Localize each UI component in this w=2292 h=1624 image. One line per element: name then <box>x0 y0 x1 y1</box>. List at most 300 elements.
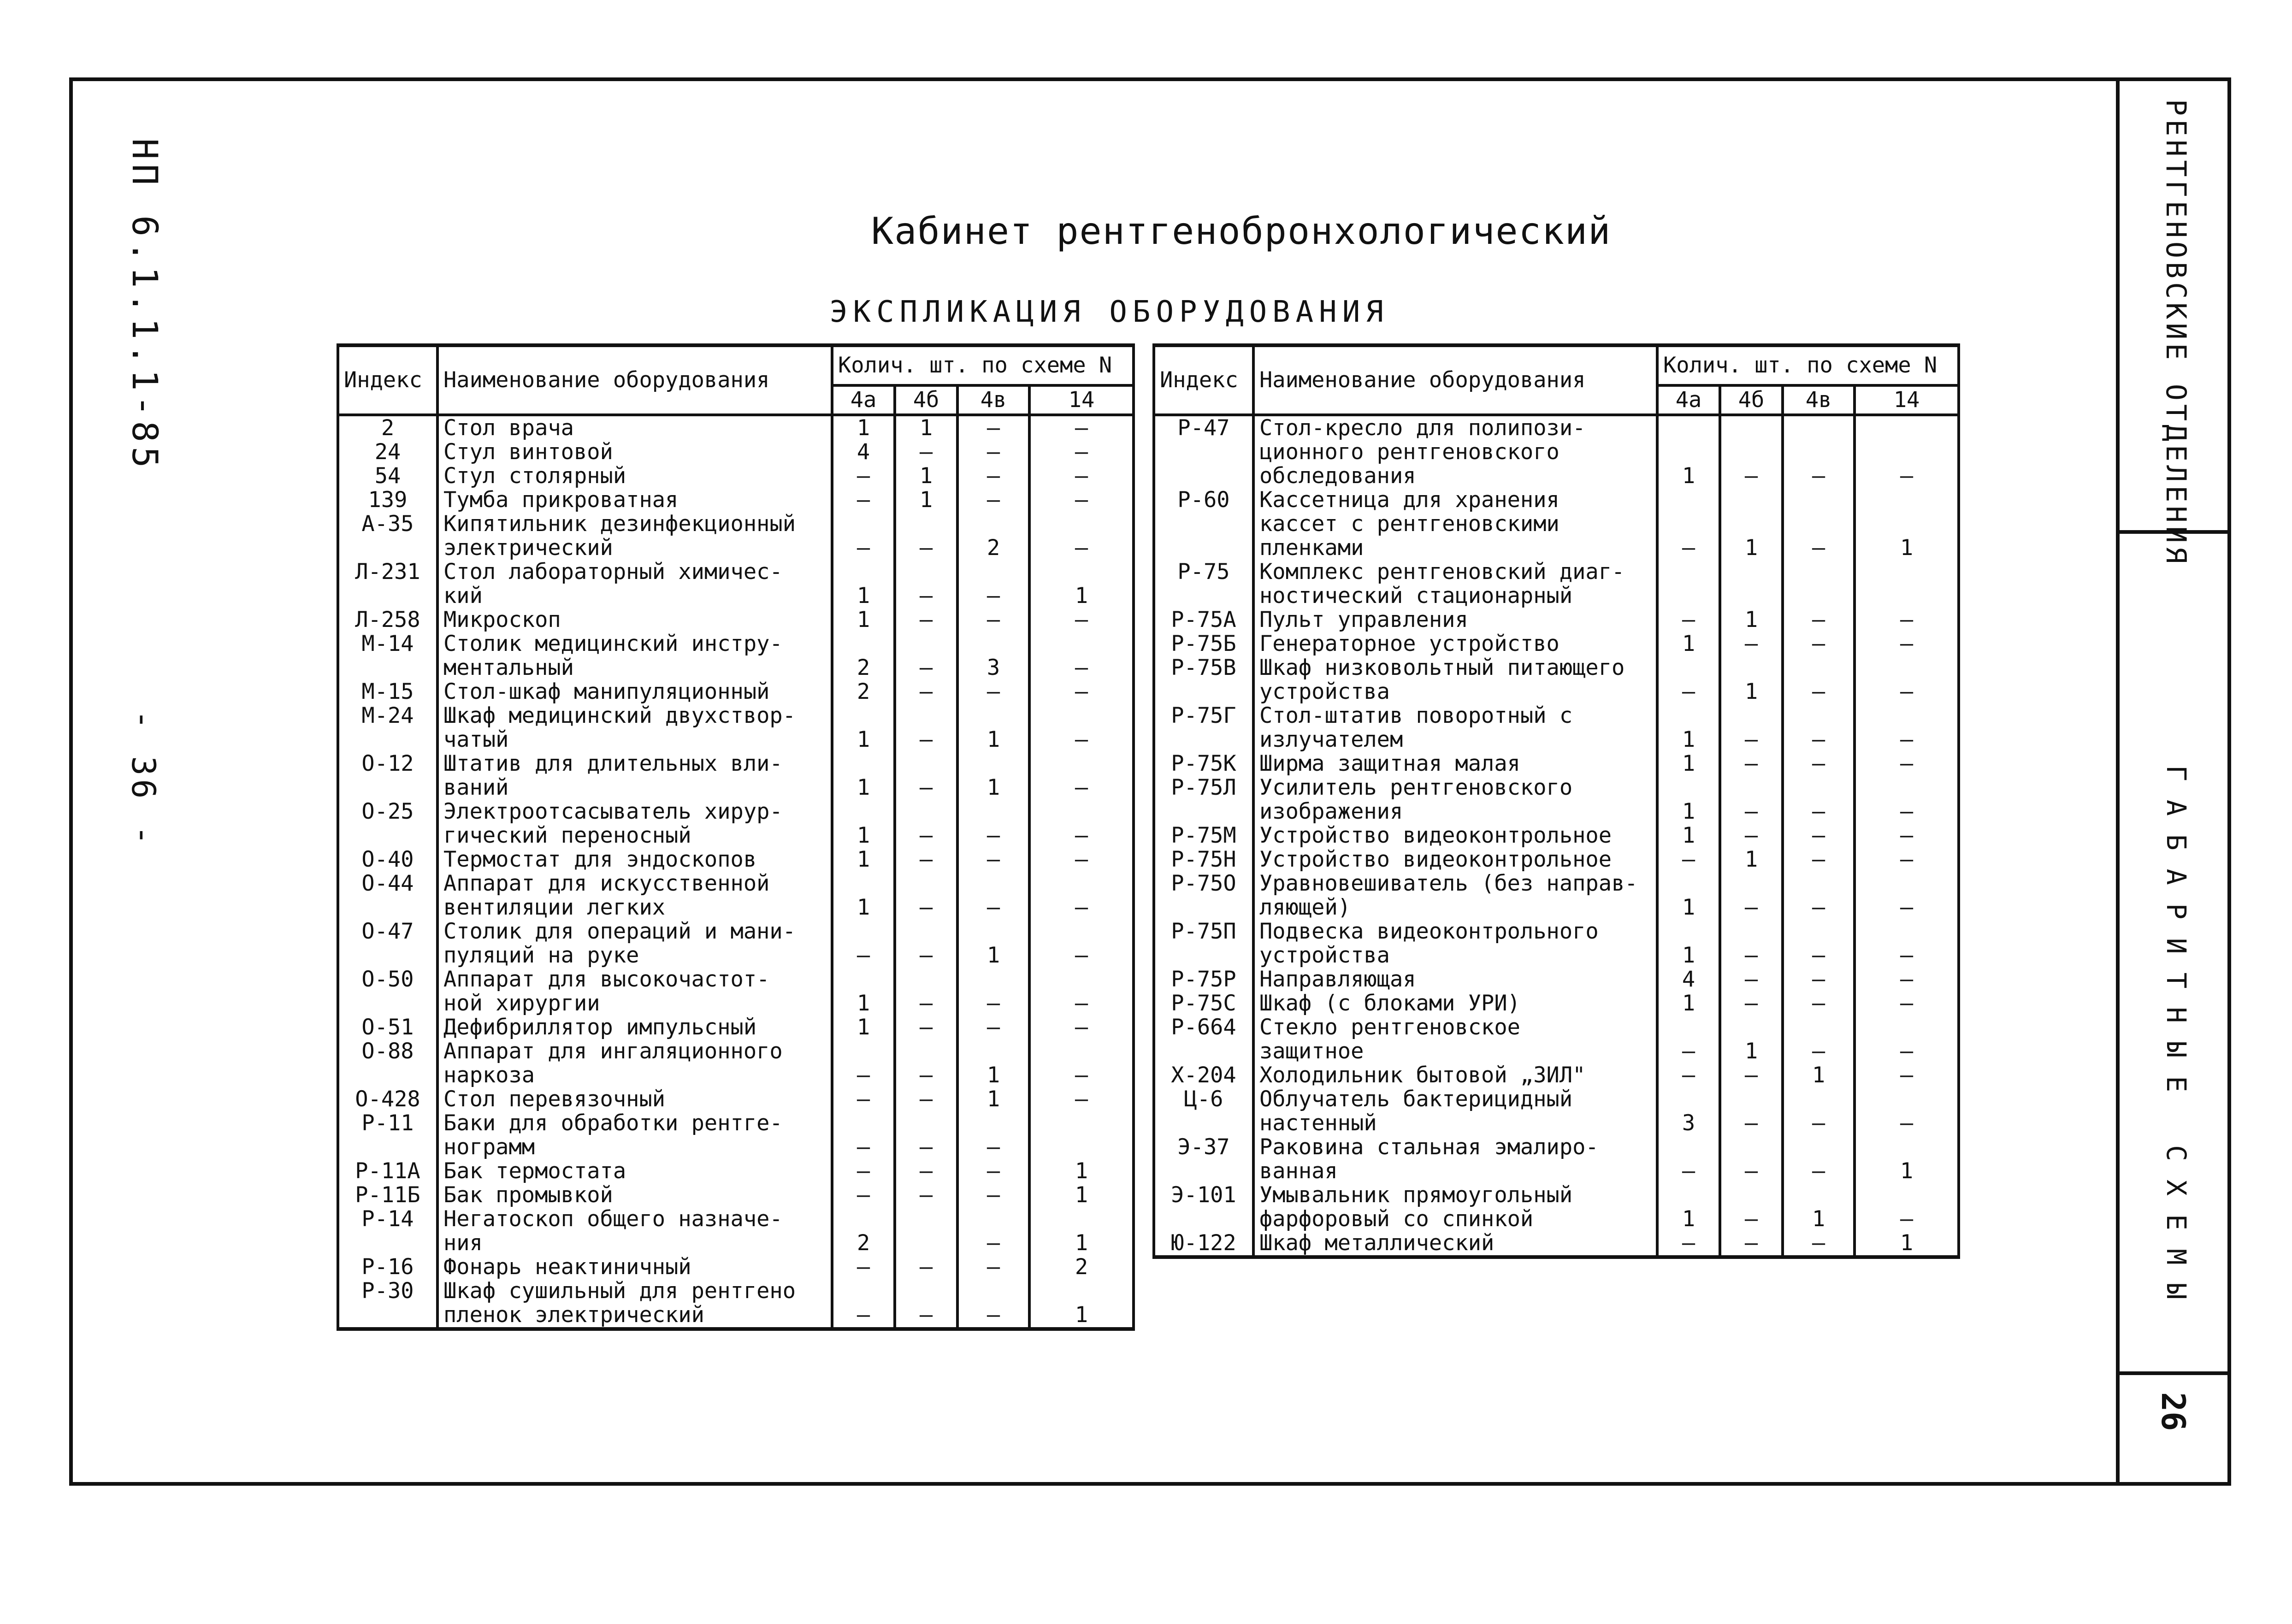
row-qty: — <box>895 1111 957 1159</box>
row-qty: — <box>1029 752 1134 800</box>
row-qty: 1 <box>957 704 1029 752</box>
header-col: 4а <box>1657 385 1720 415</box>
row-qty: — <box>1855 872 1959 920</box>
row-qty: 1 <box>832 872 895 920</box>
row-qty: — <box>957 440 1029 464</box>
row-name: Аппарат для искусственной вентиляции легких <box>437 872 832 920</box>
row-index: Р-75М <box>1154 824 1253 848</box>
row-index: А-35 <box>338 512 437 560</box>
row-qty: — <box>1720 1231 1783 1257</box>
row-qty: — <box>832 920 895 968</box>
row-name: Усилитель рентгеновского изображения <box>1253 776 1657 824</box>
row-qty: — <box>1855 1183 1959 1231</box>
row-qty: 2 <box>832 632 895 680</box>
row-index: 2 <box>338 415 437 440</box>
header-qty: Колич. шт. по схеме N <box>832 345 1134 385</box>
row-qty: — <box>1783 776 1855 824</box>
row-name: Тумба прикроватная <box>437 488 832 512</box>
row-name: Фонарь неактиничный <box>437 1255 832 1279</box>
row-name: Кипятильник дезинфекционный электрический <box>437 512 832 560</box>
row-qty: — <box>895 608 957 632</box>
row-qty: 1 <box>895 488 957 512</box>
row-qty: — <box>895 1087 957 1111</box>
row-qty: 1 <box>1657 824 1720 848</box>
row-qty: — <box>1783 824 1855 848</box>
row-qty: — <box>895 680 957 704</box>
row-name: Генераторное устройство <box>1253 632 1657 656</box>
row-qty: — <box>957 1016 1029 1039</box>
row-qty: 1 <box>957 920 1029 968</box>
row-qty: 2 <box>957 512 1029 560</box>
row-name: Электроотсасыватель хирур- гический переносный <box>437 800 832 848</box>
row-qty: — <box>895 968 957 1016</box>
header-qty: Колич. шт. по схеме N <box>1657 345 1959 385</box>
row-name: Направляющая <box>1253 968 1657 992</box>
row-qty: — <box>957 1159 1029 1183</box>
row-name: Стекло рентгеновское защитное <box>1253 1016 1657 1063</box>
table-row <box>338 488 1134 512</box>
row-qty: — <box>895 1159 957 1183</box>
row-qty: 1 <box>832 848 895 872</box>
row-qty: — <box>832 488 895 512</box>
row-index: О-88 <box>338 1039 437 1087</box>
row-name: Шкаф металлический <box>1253 1231 1657 1257</box>
row-index: О-47 <box>338 920 437 968</box>
row-name: Стол-кресло для полипози- ционного рентгеновского обследования <box>1253 415 1657 488</box>
row-qty: — <box>832 464 895 488</box>
table-row <box>1154 1183 1959 1231</box>
row-qty: — <box>957 1183 1029 1207</box>
row-qty: — <box>895 920 957 968</box>
row-qty: — <box>1855 920 1959 968</box>
row-qty: 1 <box>957 752 1029 800</box>
row-name: Умывальник прямоугольный фарфоровый со спинкой <box>1253 1183 1657 1231</box>
row-qty: — <box>832 1183 895 1207</box>
row-qty: — <box>832 1087 895 1111</box>
row-qty: — <box>1029 704 1134 752</box>
title-block-rule <box>2116 1371 2231 1375</box>
row-qty: — <box>1720 824 1783 848</box>
table-row <box>1154 608 1959 632</box>
row-qty: 1 <box>1029 1279 1134 1329</box>
row-qty: — <box>957 560 1029 608</box>
row-qty: — <box>1720 752 1783 776</box>
row-qty: 1 <box>832 800 895 848</box>
table-row <box>338 968 1134 1016</box>
row-qty: — <box>1855 1087 1959 1135</box>
table-row <box>1154 872 1959 920</box>
row-name: Столик для операций и мани- пуляций на руке <box>437 920 832 968</box>
row-qty: — <box>1855 824 1959 848</box>
row-qty: — <box>895 440 957 464</box>
row-qty: — <box>1720 1063 1783 1087</box>
row-index: Л-258 <box>338 608 437 632</box>
row-qty: — <box>1783 1135 1855 1183</box>
table-row <box>338 1279 1134 1329</box>
row-qty: 1 <box>1855 1231 1959 1257</box>
row-name: Раковина стальная эмалиро- ванная <box>1253 1135 1657 1183</box>
row-qty: — <box>1855 632 1959 656</box>
row-index: М-14 <box>338 632 437 680</box>
row-index: О-428 <box>338 1087 437 1111</box>
row-qty: 1 <box>895 415 957 440</box>
row-qty: — <box>957 1111 1029 1159</box>
row-qty: — <box>1855 968 1959 992</box>
row-name: Столик медицинский инстру- ментальный <box>437 632 832 680</box>
row-qty: — <box>1720 415 1783 488</box>
row-index: Р-11 <box>338 1111 437 1159</box>
row-qty: — <box>957 848 1029 872</box>
row-qty: — <box>895 1279 957 1329</box>
row-qty: — <box>1783 415 1855 488</box>
row-name: Шкаф сушильный для рентгено пленок электрический <box>437 1279 832 1329</box>
row-qty: — <box>1029 1087 1134 1111</box>
row-qty: — <box>1657 1016 1720 1063</box>
row-qty: 1 <box>1720 848 1783 872</box>
row-name: Пульт управления <box>1253 608 1657 632</box>
row-qty: 1 <box>832 608 895 632</box>
row-name: Стол-штатив поворотный с излучателем <box>1253 704 1657 752</box>
row-qty: 1 <box>1657 776 1720 824</box>
row-qty: — <box>1783 848 1855 872</box>
row-index: О-25 <box>338 800 437 848</box>
row-qty: — <box>957 488 1029 512</box>
table-row <box>338 752 1134 800</box>
row-qty: — <box>1029 440 1134 464</box>
row-index: Р-75О <box>1154 872 1253 920</box>
row-qty: 1 <box>1657 704 1720 752</box>
table-row <box>1154 992 1959 1016</box>
row-qty: — <box>1783 1231 1855 1257</box>
row-qty: — <box>1029 1016 1134 1039</box>
row-qty: — <box>832 1159 895 1183</box>
sheet-number: 26 <box>2154 1392 2192 1431</box>
row-index: Р-75Р <box>1154 968 1253 992</box>
row-qty: 1 <box>1720 1016 1783 1063</box>
row-qty: — <box>957 608 1029 632</box>
row-qty: 3 <box>1657 1087 1720 1135</box>
row-index: М-15 <box>338 680 437 704</box>
row-index: Р-75С <box>1154 992 1253 1016</box>
row-qty: — <box>1657 1135 1720 1183</box>
row-qty: — <box>895 1039 957 1087</box>
table-row <box>338 1111 1134 1159</box>
row-index: Р-75А <box>1154 608 1253 632</box>
row-qty: — <box>1783 752 1855 776</box>
table-row <box>1154 1016 1959 1063</box>
table-row <box>338 1039 1134 1087</box>
row-name: Дефибриллятор импульсный <box>437 1016 832 1039</box>
row-qty: — <box>1029 1039 1134 1087</box>
row-qty: — <box>1783 632 1855 656</box>
row-qty: — <box>1855 992 1959 1016</box>
row-qty: — <box>1783 872 1855 920</box>
row-name: Бак промывкой <box>437 1183 832 1207</box>
header-index: Индекс <box>1154 345 1253 415</box>
row-qty: — <box>1783 968 1855 992</box>
row-qty: — <box>957 415 1029 440</box>
row-qty: — <box>1720 1135 1783 1183</box>
row-qty: 1 <box>1657 752 1720 776</box>
row-qty: — <box>957 968 1029 1016</box>
row-qty <box>1657 560 1720 608</box>
row-qty: — <box>1029 680 1134 704</box>
row-name: Аппарат для высокочастот- ной хирургии <box>437 968 832 1016</box>
table-row <box>1154 415 1959 488</box>
row-qty: — <box>1720 704 1783 752</box>
row-qty: — <box>1783 608 1855 632</box>
row-name: Стол перевязочный <box>437 1087 832 1111</box>
row-index: Р-75Н <box>1154 848 1253 872</box>
row-qty: — <box>832 1039 895 1087</box>
row-name: Кассетница для хранения кассет с рентгеновскими пленками <box>1253 488 1657 560</box>
row-qty: — <box>895 560 957 608</box>
row-qty: — <box>1029 968 1134 1016</box>
table-row <box>1154 920 1959 968</box>
row-qty: 1 <box>832 560 895 608</box>
row-qty: 1 <box>1029 1183 1134 1207</box>
row-qty: 1 <box>832 752 895 800</box>
row-qty: — <box>1029 800 1134 848</box>
row-qty: — <box>895 632 957 680</box>
row-name: Устройство видеоконтрольное <box>1253 848 1657 872</box>
row-qty: — <box>895 1183 957 1207</box>
row-qty: — <box>1855 656 1959 704</box>
row-index: Р-664 <box>1154 1016 1253 1063</box>
row-qty: — <box>1029 848 1134 872</box>
table-row <box>338 848 1134 872</box>
row-qty: 2 <box>832 1207 895 1255</box>
table-row <box>338 512 1134 560</box>
row-qty: — <box>1855 704 1959 752</box>
table-caption: ЭКСПЛИКАЦИЯ ОБОРУДОВАНИЯ <box>830 295 1389 329</box>
row-index: О-40 <box>338 848 437 872</box>
row-qty: — <box>957 680 1029 704</box>
row-name: Шкаф медицинский двухствор- чатый <box>437 704 832 752</box>
row-qty: — <box>1657 1063 1720 1087</box>
row-qty: — <box>957 1207 1029 1255</box>
row-qty: — <box>1720 968 1783 992</box>
table-row <box>338 800 1134 848</box>
row-qty: 1 <box>832 415 895 440</box>
header-name: Наименование оборудования <box>437 345 832 415</box>
page-number: - 36 - <box>124 710 162 849</box>
row-index: Р-47 <box>1154 415 1253 488</box>
row-index: Ю-122 <box>1154 1231 1253 1257</box>
row-qty: 1 <box>832 704 895 752</box>
row-qty: — <box>1855 776 1959 824</box>
header-col: 14 <box>1855 385 1959 415</box>
row-qty: — <box>1657 848 1720 872</box>
table-row <box>338 608 1134 632</box>
equipment-table-left <box>337 343 1135 1331</box>
header-col: 4в <box>957 385 1029 415</box>
row-qty: — <box>1720 1087 1783 1135</box>
row-index: 139 <box>338 488 437 512</box>
row-qty: — <box>832 1279 895 1329</box>
table-row <box>338 872 1134 920</box>
table-row <box>1154 968 1959 992</box>
row-qty <box>1855 560 1959 608</box>
row-qty: 1 <box>1783 1183 1855 1231</box>
row-index: Р-75П <box>1154 920 1253 968</box>
row-qty: 1 <box>1720 656 1783 704</box>
row-index: Р-75 <box>1154 560 1253 608</box>
row-name: Термостат для эндоскопов <box>437 848 832 872</box>
row-qty: — <box>1720 920 1783 968</box>
row-qty: — <box>832 1111 895 1159</box>
row-index: Р-75В <box>1154 656 1253 704</box>
table-row <box>1154 1231 1959 1257</box>
row-qty: 1 <box>1855 488 1959 560</box>
row-index: Х-204 <box>1154 1063 1253 1087</box>
row-index: Р-30 <box>338 1279 437 1329</box>
row-index: Э-101 <box>1154 1183 1253 1231</box>
row-name: Шкаф низковольтный питающего устройства <box>1253 656 1657 704</box>
row-qty: — <box>1855 1016 1959 1063</box>
row-index: О-44 <box>338 872 437 920</box>
table-row <box>338 1255 1134 1279</box>
row-name: Подвеска видеоконтрольного устройства <box>1253 920 1657 968</box>
title-block-divider <box>2116 77 2120 1486</box>
row-name: Негатоскоп общего назначе- ния <box>437 1207 832 1255</box>
row-qty: — <box>1029 608 1134 632</box>
row-index: Р-75К <box>1154 752 1253 776</box>
table-row <box>1154 824 1959 848</box>
row-qty: — <box>895 1016 957 1039</box>
table-row <box>338 632 1134 680</box>
row-index: Р-14 <box>338 1207 437 1255</box>
row-index: Р-75Г <box>1154 704 1253 752</box>
table-row <box>1154 1135 1959 1183</box>
table-row <box>1154 752 1959 776</box>
row-qty: — <box>1657 488 1720 560</box>
row-qty: — <box>1855 608 1959 632</box>
row-qty: — <box>895 704 957 752</box>
row-qty <box>1783 560 1855 608</box>
row-qty: — <box>957 800 1029 848</box>
row-name: Устройство видеоконтрольное <box>1253 824 1657 848</box>
row-qty: — <box>1783 1016 1855 1063</box>
row-name: Ширма защитная малая <box>1253 752 1657 776</box>
row-qty: — <box>1029 488 1134 512</box>
table-row <box>1154 1087 1959 1135</box>
row-qty: — <box>1720 776 1783 824</box>
section-title: РЕНТГЕНОВСКИЕ ОТДЕЛЕНИЯ <box>2160 99 2192 567</box>
row-qty: — <box>1783 656 1855 704</box>
row-index: Э-37 <box>1154 1135 1253 1183</box>
row-qty: 1 <box>1783 1063 1855 1087</box>
row-qty: 1 <box>1720 608 1783 632</box>
row-index: Р-75Л <box>1154 776 1253 824</box>
row-index: Ц-6 <box>1154 1087 1253 1135</box>
row-name: Бак термостата <box>437 1159 832 1183</box>
row-qty: 2 <box>1029 1255 1134 1279</box>
row-qty: — <box>1029 512 1134 560</box>
header-col: 4а <box>832 385 895 415</box>
table-row <box>1154 656 1959 704</box>
table-row <box>338 415 1134 440</box>
page-title: Кабинет рентгенобронхологический <box>871 210 1612 253</box>
table-row <box>1154 776 1959 824</box>
row-qty: 1 <box>1720 488 1783 560</box>
row-qty <box>1029 1111 1134 1159</box>
row-index: Р-11Б <box>338 1183 437 1207</box>
row-index: О-50 <box>338 968 437 1016</box>
row-qty: — <box>832 1255 895 1279</box>
table-row <box>338 680 1134 704</box>
row-qty: 1 <box>957 1039 1029 1087</box>
header-col: 4б <box>1720 385 1783 415</box>
row-qty: 1 <box>1657 632 1720 656</box>
row-name: Микроскоп <box>437 608 832 632</box>
row-qty: — <box>1657 608 1720 632</box>
row-qty <box>895 1207 957 1255</box>
row-qty: — <box>957 1279 1029 1329</box>
table-row <box>1154 488 1959 560</box>
row-qty: 1 <box>832 1016 895 1039</box>
row-qty: — <box>832 512 895 560</box>
row-index: Р-75Б <box>1154 632 1253 656</box>
row-qty: 1 <box>957 1087 1029 1111</box>
row-qty: 1 <box>1029 560 1134 608</box>
row-qty: 1 <box>832 968 895 1016</box>
row-qty: — <box>1029 920 1134 968</box>
row-name: Холодильник бытовой „ЗИЛ" <box>1253 1063 1657 1087</box>
header-index: Индекс <box>338 345 437 415</box>
row-qty: — <box>1783 1087 1855 1135</box>
row-qty: — <box>1029 464 1134 488</box>
row-qty: — <box>1720 632 1783 656</box>
table-row <box>338 1087 1134 1111</box>
header-name: Наименование оборудования <box>1253 345 1657 415</box>
row-name: Стул столярный <box>437 464 832 488</box>
row-index: О-51 <box>338 1016 437 1039</box>
row-name: Аппарат для ингаляционного наркоза <box>437 1039 832 1087</box>
row-qty: — <box>895 1255 957 1279</box>
row-qty: — <box>1783 920 1855 968</box>
row-qty: 1 <box>1657 992 1720 1016</box>
row-qty: — <box>1657 1231 1720 1257</box>
table-row <box>1154 704 1959 752</box>
header-col: 4в <box>1783 385 1855 415</box>
row-index: О-12 <box>338 752 437 800</box>
row-qty: — <box>1855 752 1959 776</box>
row-name: Уравновешиватель (без направ- ляющей) <box>1253 872 1657 920</box>
row-qty: 1 <box>895 464 957 488</box>
row-qty: 1 <box>1657 920 1720 968</box>
row-name: Облучатель бактерицидный настенный <box>1253 1087 1657 1135</box>
table-row <box>1154 848 1959 872</box>
row-name: Шкаф (с блоками УРИ) <box>1253 992 1657 1016</box>
row-qty: — <box>1855 415 1959 488</box>
row-qty: 1 <box>1029 1159 1134 1183</box>
row-qty: — <box>895 752 957 800</box>
row-index: Л-231 <box>338 560 437 608</box>
row-index: Р-60 <box>1154 488 1253 560</box>
row-qty: — <box>1720 992 1783 1016</box>
row-name: Баки для обработки рентге- нограмм <box>437 1111 832 1159</box>
row-name: Стол-шкаф манипуляционный <box>437 680 832 704</box>
table-row <box>1154 1063 1959 1087</box>
row-qty: 1 <box>1657 872 1720 920</box>
header-col: 14 <box>1029 385 1134 415</box>
row-name: Комплекс рентгеновский диаг- ностический стационарный <box>1253 560 1657 608</box>
section-subtitle: ГАБАРИТНЫЕ СХЕМЫ <box>2161 765 2192 1318</box>
table-row <box>1154 560 1959 608</box>
row-qty: — <box>1855 1063 1959 1087</box>
row-qty: 4 <box>1657 968 1720 992</box>
